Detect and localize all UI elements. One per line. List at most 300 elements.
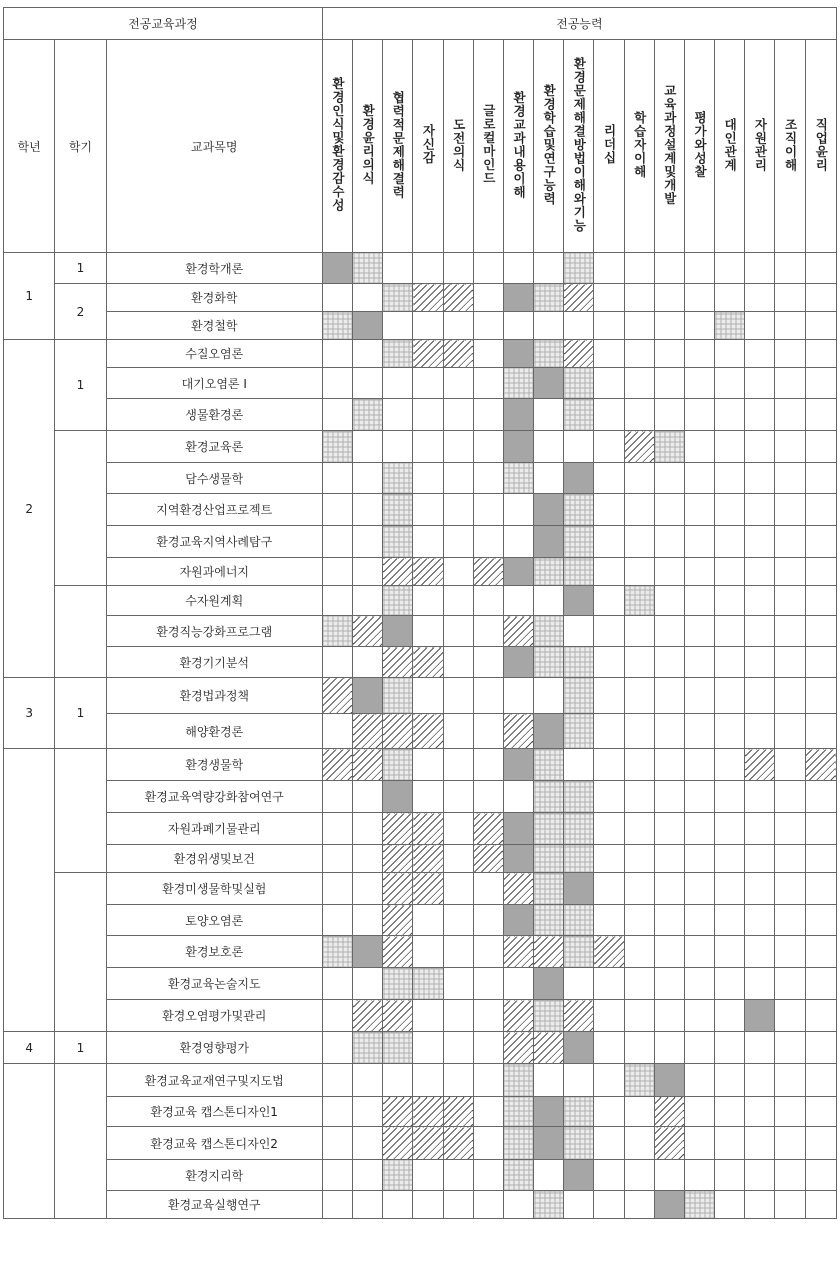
competency-header	[805, 40, 836, 253]
course-name: 환경교육론	[106, 431, 322, 463]
competency-cell-empty	[624, 781, 654, 813]
course-name: 담수생물학	[106, 463, 322, 494]
course-row	[4, 1127, 837, 1160]
competency-cell-empty	[775, 494, 805, 526]
competency-cell-empty	[594, 749, 624, 781]
competency-cell-empty	[564, 749, 594, 781]
competency-cell-empty	[775, 1097, 805, 1127]
competency-cell-empty	[715, 340, 745, 368]
competency-cell-empty	[684, 399, 714, 431]
competency-cell-empty	[684, 586, 714, 616]
competency-cell-hatch	[413, 284, 443, 312]
competency-cell-hatch	[473, 845, 503, 873]
competency-cell-empty	[624, 968, 654, 1000]
competency-cell-empty	[684, 526, 714, 558]
competency-cell-grid	[383, 284, 413, 312]
competency-cell-empty	[624, 340, 654, 368]
competency-cell-empty	[443, 586, 473, 616]
course-row	[4, 284, 837, 312]
competency-cell-empty	[473, 1032, 503, 1064]
competency-cell-empty	[443, 431, 473, 463]
competency-cell-empty	[322, 558, 352, 586]
competency-cell-empty	[322, 526, 352, 558]
competency-cell-hatch	[503, 616, 533, 647]
competency-cell-empty	[715, 1097, 745, 1127]
competency-cell-empty	[715, 526, 745, 558]
competency-cell-empty	[443, 616, 473, 647]
competency-cell-empty	[654, 494, 684, 526]
course-row	[4, 905, 837, 936]
competency-cell-empty	[594, 873, 624, 905]
course-row	[4, 494, 837, 526]
competency-cell-empty	[594, 781, 624, 813]
competency-cell-empty	[624, 813, 654, 845]
competency-cell-grid	[534, 340, 564, 368]
competency-cell-empty	[775, 558, 805, 586]
competency-cell-empty	[745, 714, 775, 749]
competency-cell-empty	[624, 463, 654, 494]
competency-cell-solid	[534, 1127, 564, 1160]
competency-cell-empty	[805, 1032, 836, 1064]
competency-cell-empty	[353, 1160, 383, 1191]
competency-cell-empty	[684, 1097, 714, 1127]
competency-cell-empty	[594, 284, 624, 312]
competency-cell-empty	[322, 873, 352, 905]
competency-cell-empty	[624, 873, 654, 905]
competency-cell-empty	[534, 431, 564, 463]
competency-cell-hatch	[383, 905, 413, 936]
competency-cell-empty	[322, 781, 352, 813]
competency-cell-hatch	[624, 431, 654, 463]
competency-cell-grid	[383, 1160, 413, 1191]
competency-cell-empty	[684, 749, 714, 781]
competency-cell-hatch	[594, 936, 624, 968]
competency-cell-solid	[503, 558, 533, 586]
competency-cell-hatch	[353, 714, 383, 749]
competency-cell-empty	[322, 368, 352, 399]
competency-header	[594, 40, 624, 253]
competency-header	[564, 40, 594, 253]
competency-cell-empty	[715, 936, 745, 968]
competency-cell-empty	[745, 873, 775, 905]
competency-cell-grid	[353, 253, 383, 284]
competency-cell-empty	[473, 340, 503, 368]
competency-cell-empty	[594, 845, 624, 873]
competency-cell-empty	[654, 463, 684, 494]
competency-cell-empty	[624, 1127, 654, 1160]
competency-cell-empty	[624, 1000, 654, 1032]
competency-cell-empty	[624, 1160, 654, 1191]
competency-cell-empty	[654, 936, 684, 968]
semester-cell	[55, 586, 106, 678]
competency-cell-grid	[534, 873, 564, 905]
competency-cell-empty	[684, 284, 714, 312]
competency-cell-empty	[413, 368, 443, 399]
competency-cell-hatch	[353, 749, 383, 781]
competency-cell-hatch	[443, 340, 473, 368]
competency-cell-empty	[684, 1032, 714, 1064]
competency-cell-empty	[594, 1032, 624, 1064]
competency-cell-grid	[564, 845, 594, 873]
competency-cell-empty	[654, 526, 684, 558]
competency-cell-empty	[775, 312, 805, 340]
competency-cell-empty	[654, 647, 684, 678]
competency-cell-empty	[654, 873, 684, 905]
competency-cell-empty	[805, 873, 836, 905]
competency-cell-grid	[684, 1191, 714, 1219]
competency-cell-empty	[503, 586, 533, 616]
course-name: 환경보호론	[106, 936, 322, 968]
course-row	[4, 714, 837, 749]
course-row	[4, 678, 837, 714]
competency-cell-empty	[654, 312, 684, 340]
competency-cell-empty	[594, 368, 624, 399]
competency-label: 도전의식	[451, 117, 467, 172]
competency-cell-grid	[654, 431, 684, 463]
competency-cell-empty	[322, 399, 352, 431]
competency-cell-hatch	[413, 340, 443, 368]
competency-cell-empty	[715, 586, 745, 616]
competency-cell-empty	[473, 312, 503, 340]
competency-cell-grid	[503, 368, 533, 399]
competency-cell-solid	[503, 845, 533, 873]
competency-cell-empty	[745, 1064, 775, 1097]
competency-cell-empty	[443, 526, 473, 558]
course-row	[4, 936, 837, 968]
competency-cell-empty	[654, 1000, 684, 1032]
competency-cell-empty	[353, 968, 383, 1000]
competency-cell-grid	[534, 905, 564, 936]
competency-cell-empty	[684, 368, 714, 399]
course-name: 환경영향평가	[106, 1032, 322, 1064]
competency-cell-empty	[715, 845, 745, 873]
competency-cell-empty	[564, 312, 594, 340]
course-name: 환경직능강화프로그램	[106, 616, 322, 647]
competency-cell-grid	[503, 1064, 533, 1097]
competency-cell-empty	[775, 678, 805, 714]
competency-cell-empty	[383, 1064, 413, 1097]
competency-cell-empty	[624, 749, 654, 781]
competency-cell-empty	[624, 399, 654, 431]
competency-cell-empty	[594, 494, 624, 526]
competency-cell-empty	[624, 312, 654, 340]
competency-cell-empty	[715, 714, 745, 749]
competency-cell-empty	[322, 1127, 352, 1160]
competency-cell-empty	[413, 494, 443, 526]
competency-cell-empty	[353, 284, 383, 312]
competency-cell-empty	[413, 936, 443, 968]
course-name: 대기오염론 I	[106, 368, 322, 399]
competency-cell-hatch	[383, 1097, 413, 1127]
competency-cell-empty	[503, 526, 533, 558]
competency-cell-empty	[322, 1097, 352, 1127]
competency-cell-empty	[684, 647, 714, 678]
semester-cell	[55, 1064, 106, 1219]
competency-cell-empty	[322, 1191, 352, 1219]
competency-cell-empty	[564, 616, 594, 647]
competency-cell-empty	[503, 253, 533, 284]
competency-cell-empty	[805, 1097, 836, 1127]
competency-cell-hatch	[654, 1127, 684, 1160]
competency-cell-empty	[805, 340, 836, 368]
competency-cell-empty	[413, 781, 443, 813]
competency-cell-empty	[745, 616, 775, 647]
competency-cell-empty	[594, 678, 624, 714]
competency-cell-grid	[383, 749, 413, 781]
course-row	[4, 1032, 837, 1064]
competency-cell-empty	[443, 1191, 473, 1219]
competency-cell-solid	[564, 1032, 594, 1064]
course-row	[4, 968, 837, 1000]
competency-cell-grid	[503, 463, 533, 494]
competency-cell-empty	[805, 813, 836, 845]
competency-cell-hatch	[383, 714, 413, 749]
year-cell: 3	[4, 678, 55, 749]
competency-cell-hatch	[383, 1000, 413, 1032]
competency-cell-empty	[624, 1191, 654, 1219]
competency-cell-empty	[684, 558, 714, 586]
course-row	[4, 1097, 837, 1127]
competency-cell-empty	[473, 749, 503, 781]
competency-cell-hatch	[413, 714, 443, 749]
competency-cell-grid	[383, 463, 413, 494]
competency-cell-grid	[322, 312, 352, 340]
competency-cell-empty	[443, 1160, 473, 1191]
competency-cell-grid	[564, 399, 594, 431]
course-row	[4, 1160, 837, 1191]
competency-cell-grid	[534, 813, 564, 845]
competency-cell-empty	[805, 526, 836, 558]
competency-cell-empty	[624, 1097, 654, 1127]
competency-cell-empty	[745, 368, 775, 399]
competency-cell-empty	[775, 781, 805, 813]
course-name: 수질오염론	[106, 340, 322, 368]
competency-cell-hatch	[473, 558, 503, 586]
competency-cell-empty	[745, 905, 775, 936]
competency-cell-hatch	[413, 647, 443, 678]
competency-cell-empty	[715, 1032, 745, 1064]
competency-cell-empty	[745, 312, 775, 340]
competency-cell-empty	[745, 1191, 775, 1219]
year-cell: 2	[4, 340, 55, 678]
competency-cell-empty	[443, 1000, 473, 1032]
competency-cell-empty	[684, 463, 714, 494]
competency-cell-empty	[715, 1160, 745, 1191]
competency-cell-empty	[715, 873, 745, 905]
competency-cell-empty	[684, 714, 714, 749]
competency-cell-empty	[534, 312, 564, 340]
competency-cell-grid	[322, 936, 352, 968]
competency-cell-solid	[534, 526, 564, 558]
course-name: 환경법과정책	[106, 678, 322, 714]
competency-cell-empty	[503, 968, 533, 1000]
competency-cell-empty	[322, 1032, 352, 1064]
competency-cell-empty	[775, 431, 805, 463]
competency-cell-empty	[745, 558, 775, 586]
competency-cell-empty	[322, 1064, 352, 1097]
competency-cell-empty	[684, 845, 714, 873]
semester-column-header: 학기	[55, 40, 106, 253]
competency-cell-hatch	[564, 1000, 594, 1032]
competency-cell-empty	[684, 253, 714, 284]
competency-cell-empty	[383, 1191, 413, 1219]
competency-cell-empty	[413, 1191, 443, 1219]
competency-cell-solid	[353, 936, 383, 968]
competency-cell-empty	[594, 1064, 624, 1097]
competency-label: 환경인식및환경감수성	[330, 77, 346, 212]
competency-cell-grid	[503, 1160, 533, 1191]
competency-cell-grid	[564, 368, 594, 399]
competency-cell-empty	[503, 312, 533, 340]
competency-cell-empty	[594, 1000, 624, 1032]
competency-header	[624, 40, 654, 253]
competency-label: 환경문제해결방법이해와기능	[571, 56, 587, 233]
competency-cell-empty	[594, 1097, 624, 1127]
competency-cell-empty	[715, 781, 745, 813]
competency-cell-grid	[353, 1032, 383, 1064]
competency-cell-empty	[322, 340, 352, 368]
curriculum-group-header: 전공교육과정	[4, 8, 323, 40]
competency-cell-empty	[322, 845, 352, 873]
competency-cell-empty	[473, 1097, 503, 1127]
competency-cell-empty	[745, 845, 775, 873]
competency-cell-empty	[443, 647, 473, 678]
competency-cell-empty	[745, 813, 775, 845]
competency-cell-empty	[594, 463, 624, 494]
competency-cell-grid	[534, 284, 564, 312]
competency-cell-empty	[715, 749, 745, 781]
competency-cell-empty	[775, 1191, 805, 1219]
competency-cell-empty	[624, 253, 654, 284]
competency-cell-empty	[805, 781, 836, 813]
competency-label: 학습자이해	[632, 110, 648, 179]
competency-cell-empty	[775, 1064, 805, 1097]
competency-cell-empty	[805, 678, 836, 714]
competency-cell-empty	[594, 968, 624, 1000]
competency-header	[413, 40, 443, 253]
competency-cell-empty	[624, 526, 654, 558]
competency-cell-empty	[413, 1160, 443, 1191]
course-row	[4, 647, 837, 678]
competency-cell-grid	[564, 1097, 594, 1127]
competency-cell-empty	[805, 312, 836, 340]
competency-cell-grid	[564, 714, 594, 749]
course-row	[4, 873, 837, 905]
competency-cell-empty	[684, 1064, 714, 1097]
competency-cell-empty	[684, 813, 714, 845]
competency-cell-grid	[564, 936, 594, 968]
competency-label: 협력적문제해결력	[390, 90, 406, 199]
competency-cell-solid	[654, 1064, 684, 1097]
competency-cell-solid	[353, 678, 383, 714]
course-name: 환경교육 캡스톤디자인2	[106, 1127, 322, 1160]
competency-cell-empty	[473, 526, 503, 558]
course-name: 환경화학	[106, 284, 322, 312]
competency-cell-empty	[775, 526, 805, 558]
competency-cell-empty	[745, 1097, 775, 1127]
competency-cell-empty	[775, 340, 805, 368]
semester-cell: 2	[55, 284, 106, 340]
competency-cell-empty	[654, 616, 684, 647]
competency-cell-hatch	[383, 813, 413, 845]
competency-cell-solid	[745, 1000, 775, 1032]
competency-cell-empty	[413, 312, 443, 340]
competency-cell-empty	[353, 647, 383, 678]
competency-cell-empty	[443, 1064, 473, 1097]
competency-cell-empty	[745, 936, 775, 968]
competency-cell-empty	[322, 647, 352, 678]
competency-cell-solid	[564, 873, 594, 905]
competency-cell-empty	[745, 431, 775, 463]
competency-cell-empty	[805, 1000, 836, 1032]
competency-cell-empty	[805, 616, 836, 647]
competency-cell-empty	[322, 1000, 352, 1032]
year-cell: 1	[4, 253, 55, 340]
competency-cell-empty	[745, 284, 775, 312]
course-row	[4, 586, 837, 616]
competency-cell-empty	[594, 1191, 624, 1219]
course-row	[4, 431, 837, 463]
competency-cell-empty	[564, 1064, 594, 1097]
course-name: 수자원계획	[106, 586, 322, 616]
competency-cell-grid	[383, 678, 413, 714]
competency-cell-empty	[594, 253, 624, 284]
competency-cell-hatch	[413, 1097, 443, 1127]
course-name: 환경교육논술지도	[106, 968, 322, 1000]
competency-cell-empty	[775, 463, 805, 494]
competency-cell-solid	[503, 340, 533, 368]
competency-cell-empty	[654, 558, 684, 586]
competency-cell-solid	[383, 616, 413, 647]
semester-cell: 1	[55, 1032, 106, 1064]
competency-cell-empty	[684, 494, 714, 526]
competency-cell-empty	[353, 431, 383, 463]
competency-cell-empty	[443, 845, 473, 873]
competency-cell-empty	[684, 616, 714, 647]
course-rows	[4, 253, 837, 1219]
competency-cell-grid	[383, 494, 413, 526]
competency-cell-grid	[624, 1064, 654, 1097]
competency-label: 자원관리	[752, 117, 768, 172]
competency-cell-empty	[383, 253, 413, 284]
competency-cell-empty	[443, 312, 473, 340]
competency-cell-hatch	[383, 936, 413, 968]
competency-cell-empty	[684, 873, 714, 905]
competency-cell-solid	[353, 312, 383, 340]
competency-cell-empty	[322, 586, 352, 616]
competency-cell-hatch	[383, 873, 413, 905]
competency-cell-empty	[413, 1032, 443, 1064]
competency-cell-empty	[594, 1127, 624, 1160]
competency-group-header: 전공능력	[322, 8, 836, 40]
course-name: 생물환경론	[106, 399, 322, 431]
competency-cell-empty	[443, 253, 473, 284]
competency-cell-empty	[473, 399, 503, 431]
competency-cell-grid	[534, 1191, 564, 1219]
competency-cell-hatch	[503, 714, 533, 749]
competency-cell-grid	[534, 749, 564, 781]
competency-cell-hatch	[413, 873, 443, 905]
competency-cell-empty	[775, 647, 805, 678]
competency-cell-solid	[654, 1191, 684, 1219]
course-row	[4, 253, 837, 284]
competency-cell-solid	[534, 368, 564, 399]
course-row	[4, 340, 837, 368]
course-row	[4, 813, 837, 845]
competency-cell-empty	[624, 905, 654, 936]
course-name: 환경교육지역사례탐구	[106, 526, 322, 558]
competency-cell-empty	[534, 463, 564, 494]
